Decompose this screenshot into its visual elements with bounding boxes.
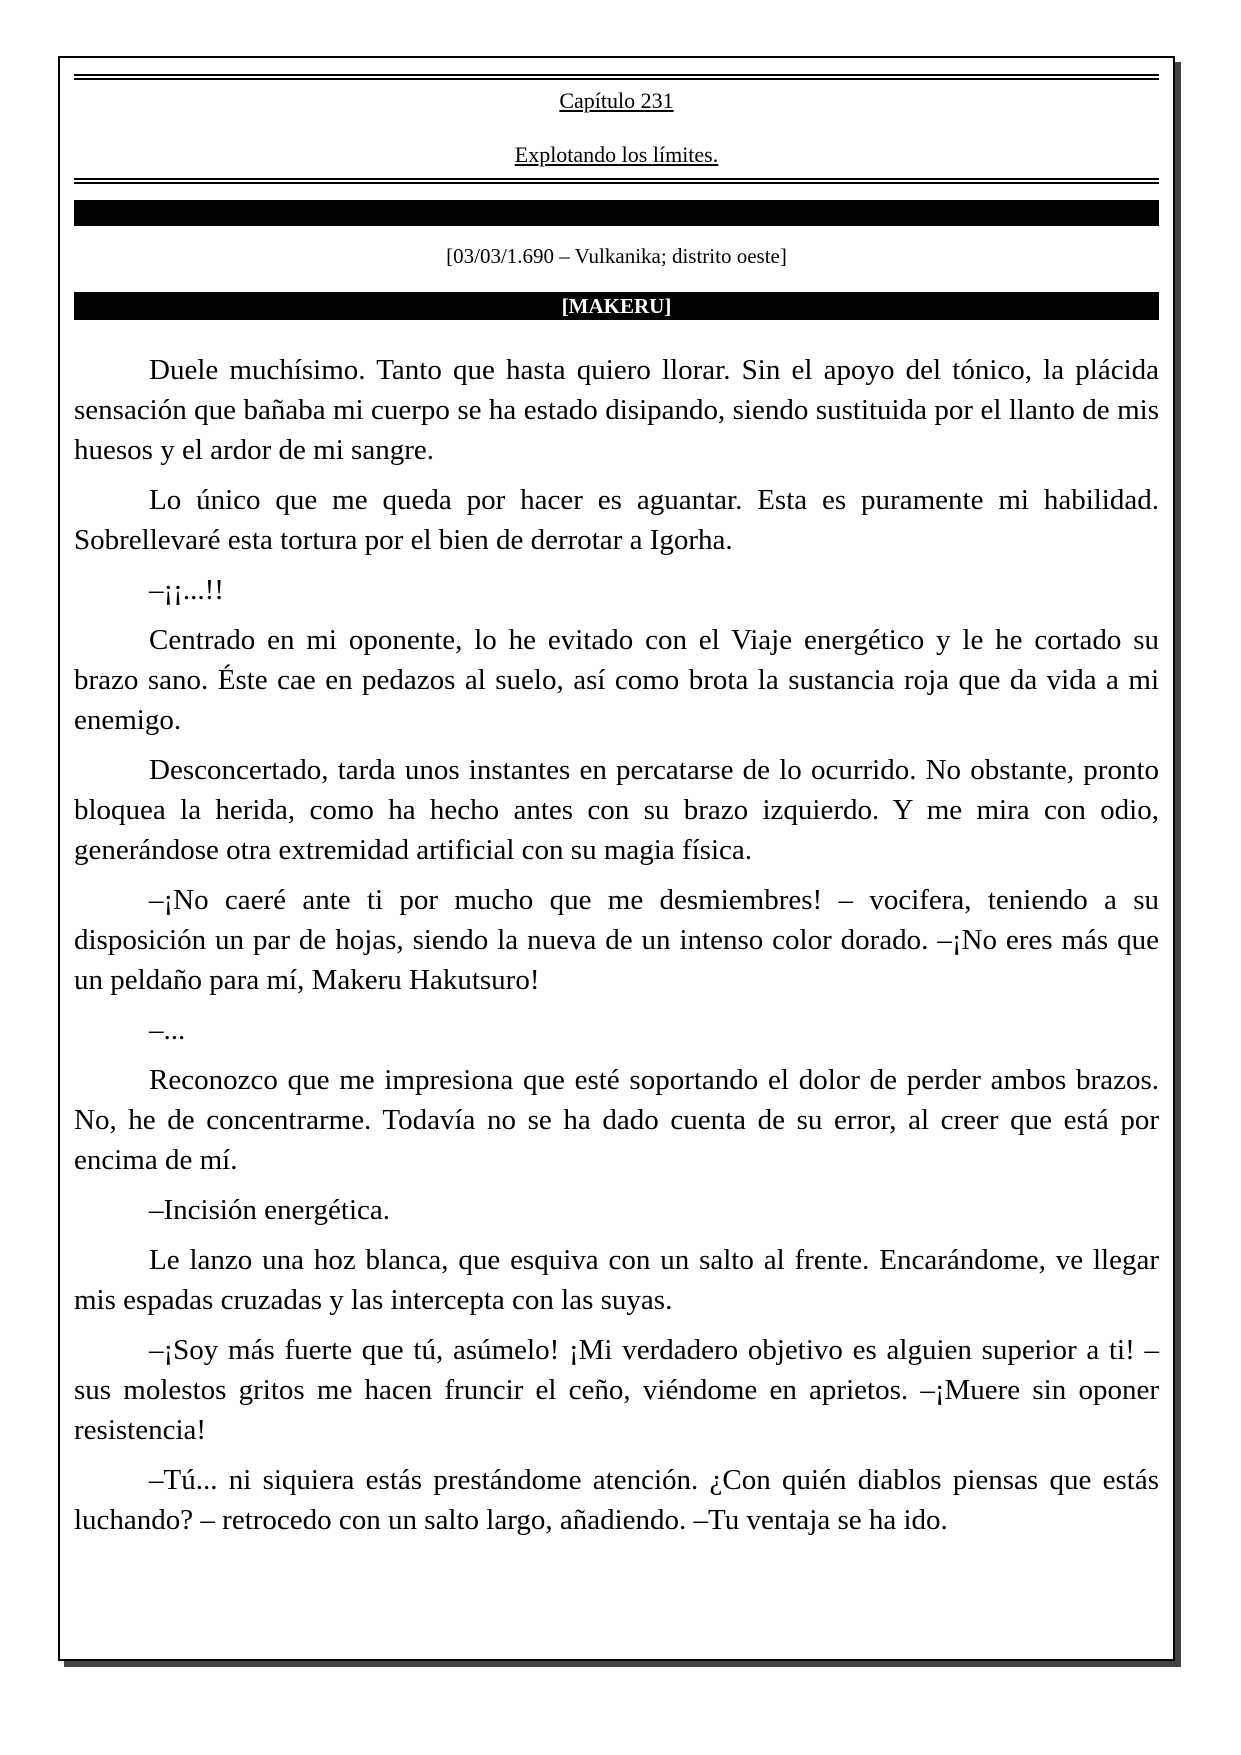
pov-banner: [MAKERU] (74, 292, 1159, 320)
top-double-rule (74, 74, 1159, 80)
paragraph: Lo único que me queda por hacer es aguantar. Esta es puramente mi habilidad. Sobrellevaré esta tortura por el bien de derrotar a Igorha. (74, 484, 1159, 556)
paragraph: Reconozco que me impresiona que esté soportando el dolor de perder ambos brazos. No, he de concentrarme. Todavía no se ha dado cuenta de su error, al creer que está por encima de mí. (74, 1064, 1159, 1176)
paragraph: Duele muchísimo. Tanto que hasta quiero llorar. Sin el apoyo del tónico, la plácida sensación que bañaba mi cuerpo se ha estado disipando, siendo sustituida por el llanto de mis huesos y el ardor de mi sangre. (74, 354, 1159, 466)
paragraph: –¡No caeré ante ti por mucho que me desmiembres! – vocifera, teniendo a su disposición un par de hojas, siendo la nueva de un intenso color dorado. –¡No eres más que un peldaño para mí, Makeru Hakutsuro! (74, 884, 1159, 996)
scene-location: [03/03/1.690 – Vulkanika; distrito oeste] (446, 244, 787, 268)
paragraph: –... (149, 1014, 186, 1046)
paragraph: –Tú... ni siquiera estás prestándome atención. ¿Con quién diablos piensas que estás luchando? – retrocedo con un salto largo, añadiendo. –Tu ventaja se ha ido. (74, 1464, 1159, 1536)
header-bottom-double-rule (74, 178, 1159, 184)
paragraph: –Incisión energética. (149, 1194, 391, 1226)
chapter-title: Explotando los límites. (514, 142, 719, 167)
chapter-number: Capítulo 231 (559, 88, 674, 113)
page-frame (58, 56, 1175, 1661)
story-body (74, 350, 1159, 1550)
paragraph: –¡Soy más fuerte que tú, asúmelo! ¡Mi verdadero objetivo es alguien superior a ti! – sus molestos gritos me hacen fruncir el ceño, viéndome en aprietos. –¡Muere sin oponer resistencia! (74, 1334, 1159, 1446)
paragraph: Desconcertado, tarda unos instantes en percatarse de lo ocurrido. No obstante, pronto bloquea la herida, como ha hecho antes con su brazo izquierdo. Y me mira con odio, generándose otra extremidad artificial con su magia física. (74, 754, 1159, 866)
paragraph: –¡¡...!! (149, 574, 224, 606)
paragraph: Centrado en mi oponente, lo he evitado con el Viaje energético y le he cortado su brazo sano. Éste cae en pedazos al suelo, así como brota la sustancia roja que da vida a mi enemigo. (74, 624, 1159, 736)
paragraph: Le lanzo una hoz blanca, que esquiva con un salto al frente. Encarándome, ve llegar mis espadas cruzadas y las intercepta con las suyas. (74, 1244, 1159, 1316)
black-divider-bar (74, 200, 1159, 226)
